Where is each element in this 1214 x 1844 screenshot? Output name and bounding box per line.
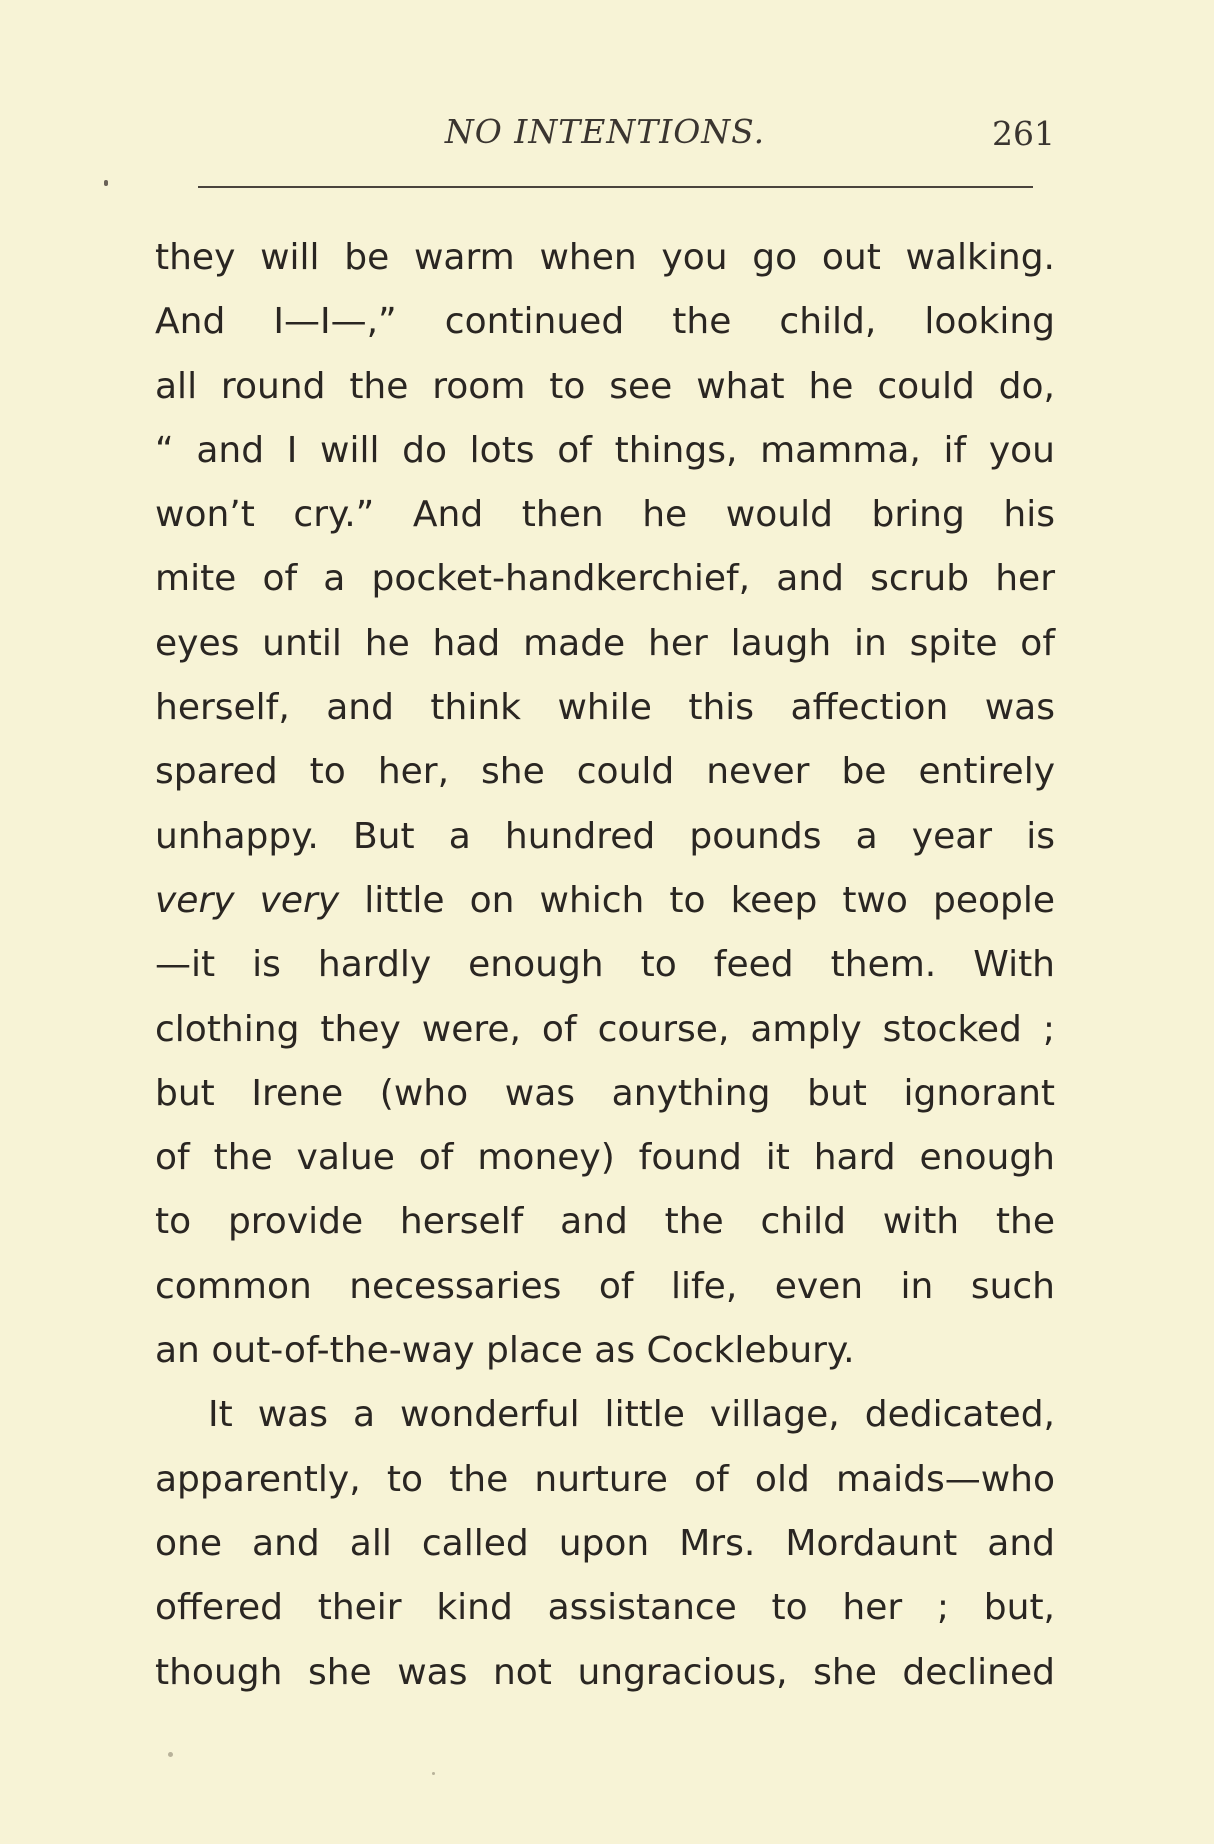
paper-speck	[432, 1772, 435, 1775]
text-line: they will be warm when you go out walking.	[155, 237, 1055, 278]
text-line: eyes until he had made her laugh in spite of	[155, 622, 1055, 664]
text-line: spared to her, she could never be entirely	[155, 751, 1055, 793]
text-line: though she was not ungracious, she declined	[155, 1651, 1055, 1693]
paper-speck	[168, 1752, 173, 1757]
text-line: unhappy. But a hundred pounds a year is	[155, 815, 1055, 857]
text-line: And I—I—,” continued the child, looking	[155, 301, 1055, 343]
page-number: 261	[992, 114, 1055, 153]
text-line: “ and I will do lots of things, mamma, if you	[155, 429, 1055, 471]
text-line: —it is hardly enough to feed them. With	[155, 944, 1055, 986]
text-line: clothing they were, of course, amply stocked ;	[155, 1008, 1055, 1050]
text-line: an out-of-the-way place as Cocklebury.	[155, 1330, 855, 1372]
text-line: mite of a pocket-handkerchief, and scrub her	[155, 558, 1055, 600]
text-line: offered their kind assistance to her ; but,	[155, 1587, 1055, 1629]
text-line: but Irene (who was anything but ignorant	[155, 1072, 1055, 1114]
text-line: of the value of money) found it hard enough	[155, 1137, 1055, 1179]
running-head	[155, 112, 1055, 158]
text-line: common necessaries of life, even in such	[155, 1265, 1055, 1307]
text-line: to provide herself and the child with the	[155, 1201, 1055, 1243]
text-line: apparently, to the nurture of old maids—who	[155, 1458, 1055, 1500]
text-line: all round the room to see what he could do,	[155, 365, 1055, 407]
running-title: NO INTENTIONS.	[444, 112, 766, 151]
text-line: won’t cry.” And then he would bring his	[155, 494, 1055, 536]
text-line-rest: little on which to keep two people	[339, 879, 1055, 921]
text-line: one and all called upon Mrs. Mordaunt and	[155, 1522, 1055, 1564]
header-rule	[198, 186, 1033, 188]
body-text	[155, 226, 1055, 1705]
text-line: It was a wonderful little village, dedicated,	[208, 1394, 1055, 1436]
italic-emphasis: very very	[155, 879, 340, 921]
text-line	[155, 869, 1055, 933]
text-line: herself, and think while this affection was	[155, 687, 1055, 729]
margin-mark	[104, 180, 108, 186]
